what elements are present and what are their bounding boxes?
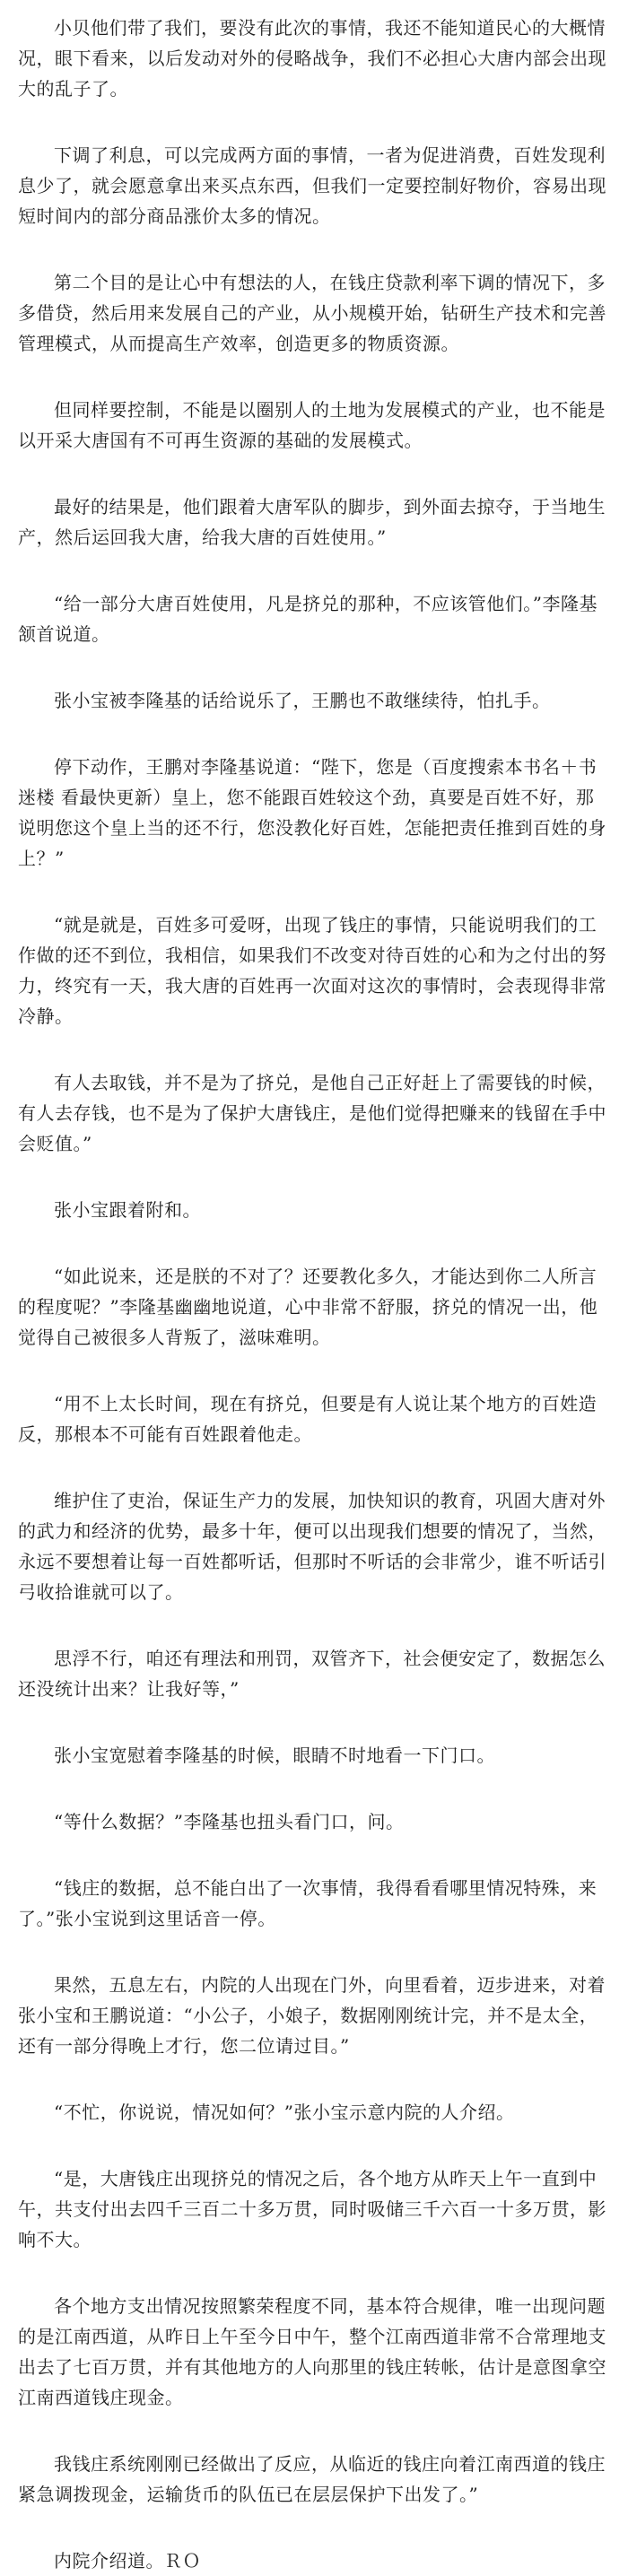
paragraph: 果然，五息左右，内院的人出现在门外，向里看着，迈步进来，对着张小宝和王鹏说道：“小公子，小娘子，数据刚刚统计完，并不是太全，还有一部分得晚上才行，您二位请过目。” [18,1974,606,2057]
paragraph: 各个地方支出情况按照繁荣程度不同，基本符合规律，唯一出现问题的是江南西道，从昨日上午至今日中午，整个江南西道非常不合常理地支出去了七百万贯，并有其他地方的人向那里的钱庄转帐，估计是意图拿空江南西道钱庄现金。 [18,2295,606,2408]
paragraph: 最好的结果是，他们跟着大唐军队的脚步，到外面去掠夺，于当地生产，然后运回我大唐，给我大唐的百姓使用。” [18,496,606,548]
paragraph: 我钱庄系统刚刚已经做出了反应，从临近的钱庄向着江南西道的钱庄紧急调拨现金，运输货币的队伍已在层层保护下出发了。” [18,2453,606,2505]
paragraph: “等什么数据？”李隆基也扭头看门口，问。 [54,1811,405,1832]
paragraph: 停下动作，王鹏对李隆基说道：“陛下，您是（百度搜索本书名＋书迷楼 看最快更新）皇上，您不能跟百姓较这个劲，真要是百姓不好，那说明您这个皇上当的还不行，您没教化好百姓，怎能把责任推到百姓的身上？” [18,756,606,869]
paragraph: 张小宝宽慰着李隆基的时候，眼睛不时地看一下门口。 [54,1745,495,1766]
paragraph: “就是就是，百姓多可爱呀，出现了钱庄的事情，只能说明我们的工作做的还不到位，我相信，如果我们不改变对待百姓的心和为之付出的努力，终究有一天，我大唐的百姓再一次面对这次的事情时，会表现得非常冷静。 [18,914,606,1027]
paragraph: “是，大唐钱庄出现挤兑的情况之后，各个地方从昨天上午一直到中午，共支付出去四千三百二十多万贯，同时吸储三千六百一十多万贯，影响不大。 [18,2168,606,2250]
paragraph: “如此说来，还是朕的不对了？还要教化多久，才能达到你二人所言的程度呢？”李隆基幽幽地说道，心中非常不舒服，挤兑的情况一出，他觉得自己被很多人背叛了，滋味难明。 [18,1266,598,1348]
paragraph: 有人去取钱，并不是为了挤兑，是他自己正好赶上了需要钱的时候，有人去存钱，也不是为了保护大唐钱庄，是他们觉得把赚来的钱留在手中会贬值。” [18,1072,606,1154]
paragraph: “用不上太长时间，现在有挤兑，但要是有人说让某个地方的百姓造反，那根本不可能有百姓跟着他走。 [18,1393,597,1445]
paragraph: 内院介绍道。ＲＯ [54,2550,201,2572]
paragraph: 思浮不行，咱还有理法和刑罚，双管齐下，社会便安定了，数据怎么还没统计出来？让我好等，” [18,1648,606,1700]
paragraph: 张小宝被李隆基的话给说乐了，王鹏也不敢继续待，怕扎手。 [54,690,551,711]
paragraph: 小贝他们带了我们，要没有此次的事情，我还不能知道民心的大概情况，眼下看来，以后发动对外的侵略战争，我们不必担心大唐内部会出现大的乱子了。 [18,17,606,100]
paragraph: “给一部分大唐百姓使用，凡是挤兑的那种，不应该管他们。”李隆基颔首说道。 [18,593,597,645]
paragraph: 但同样要控制，不能是以圈别人的土地为发展模式的产业，也不能是以开采大唐国有不可再生资源的基础的发展模式。 [18,399,606,451]
paragraph: 第二个目的是让心中有想法的人，在钱庄贷款利率下调的情况下，多多借贷，然后用来发展自己的产业，从小规模开始，钻研生产技术和完善管理模式，从而提高生产效率，创造更多的物质资源。 [18,272,606,354]
paragraph: 下调了利息，可以完成两方面的事情，一者为促进消费，百姓发现利息少了，就会愿意拿出来买点东西，但我们一定要控制好物价，容易出现短时间内的部分商品涨价太多的情况。 [18,144,606,227]
paragraph: 维护住了吏治，保证生产力的发展，加快知识的教育，巩固大唐对外的武力和经济的优势，最多十年，便可以出现我们想要的情况了，当然，永远不要想着让每一百姓都听话，但那时不听话的会非常少，谁不听话引弓收拾谁就可以了。 [18,1490,606,1603]
paragraph: 张小宝跟着附和。 [54,1199,201,1221]
paragraph: “钱庄的数据，总不能白出了一次事情，我得看看哪里情况特殊，来了。”张小宝说到这里话音一停。 [18,1877,597,1929]
paragraph: “不忙，你说说，情况如何？”张小宝示意内院的人介绍。 [54,2102,515,2123]
